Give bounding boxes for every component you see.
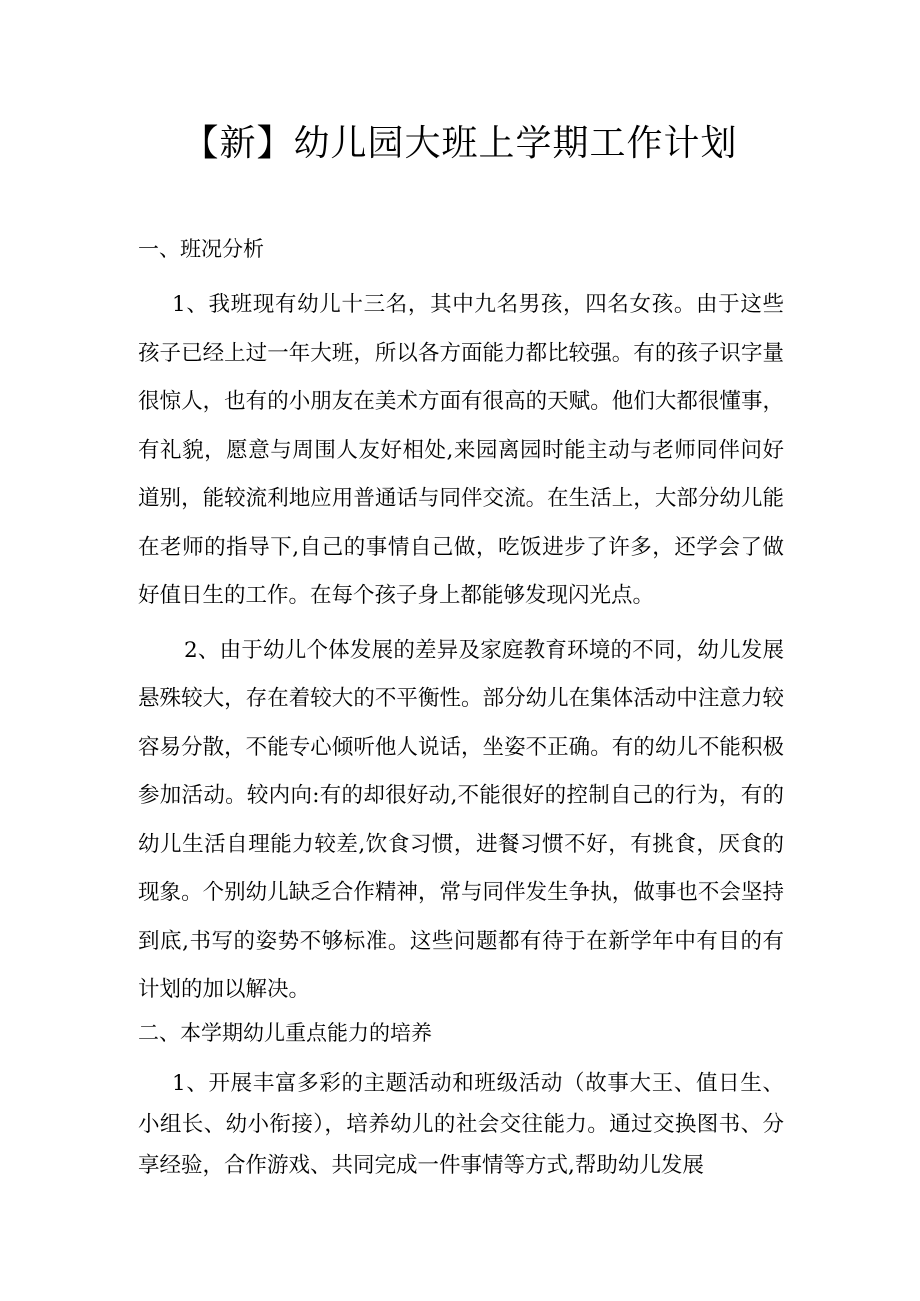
paragraph-social-skills: 1、开展丰富多彩的主题活动和班级活动（故事大王、值日生、小组长、幼小衔接），培养幼儿的社会交往能力。通过交换图书、分享经验，合作游戏、共同完成一件事情等方式,帮助幼儿发展 [138,1070,784,1178]
section-heading-class-analysis: 一、班况分析 [138,237,264,261]
paragraph-class-issues: 2、由于幼儿个体发展的差异及家庭教育环境的不同，幼儿发展悬殊较大，存在着较大的不平衡性。部分幼儿在集体活动中注意力较容易分散，不能专心倾听他人说话，坐姿不正确。有的幼儿不能积极参加活动。较内向:有的却很好动,不能很好的控制自己的行为，有的幼儿生活自理能力较差,饮食习惯，进餐习惯不好，有挑食，厌食的现象。个别幼儿缺乏合作精神，常与同伴发生争执，做事也不会坚持到底,书写的姿势不够标准。这些问题都有待于在新学年中有目的有计划的加以解决。 [138,637,784,1002]
paragraph-class-overview: 1、我班现有幼儿十三名，其中九名男孩，四名女孩。由于这些孩子已经上过一年大班，所以各方面能力都比较强。有的孩子识字量很惊人，也有的小朋友在美术方面有很高的天赋。他们大都很懂事，有礼貌，愿意与周围人友好相处,来园离园时能主动与老师同伴问好道别，能较流利地应用普通话与同伴交流。在生活上，大部分幼儿能在老师的指导下,自己的事情自己做，吃饭进步了许多，还学会了做好值日生的工作。在每个孩子身上都能够发现闪光点。 [138,292,784,608]
document-body [138,233,784,1186]
section-heading-key-abilities: 二、本学期幼儿重点能力的培养 [138,1020,432,1045]
document-title: 【新】幼儿园大班上学期工作计划 [182,123,738,164]
